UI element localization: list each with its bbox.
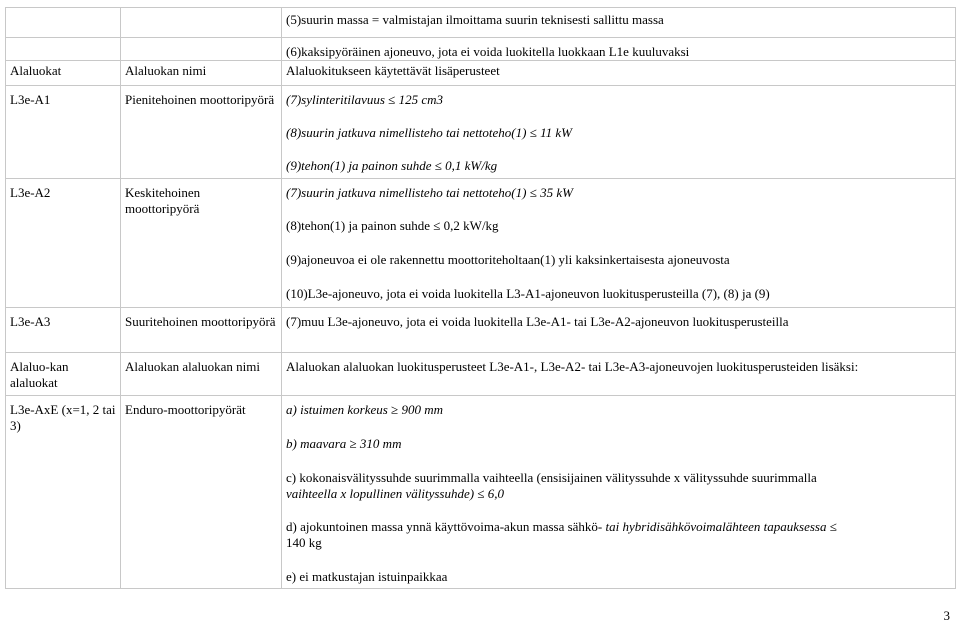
- axe-criterion-c: [286, 470, 951, 502]
- code-sub-subcategories: Alaluo-kan alaluokat: [6, 353, 121, 396]
- axe-criterion-d-prefix: d) ajokuntoinen massa ynnä käyttövoima-akun massa sähkö-: [286, 519, 603, 534]
- axe-criterion-a: a) istuimen korkeus ≥ 900 mm: [286, 402, 443, 417]
- row-l3e-a3: [6, 308, 956, 353]
- a2-criterion-9: (9)ajoneuvoa ei ole rakennettu moottoriteholtaan(1) yli kaksinkertaisesta ajoneuvosta: [286, 252, 730, 267]
- code-l3e-a1: L3e-A1: [6, 86, 121, 179]
- classification-table: [5, 7, 956, 589]
- a2-criterion-8: (8)tehon(1) ja painon suhde ≤ 0,2 kW/kg: [286, 218, 499, 233]
- row-l3e-axe: [6, 396, 956, 589]
- axe-criterion-c-line1: c) kokonaisvälityssuhde suurimmalla vaihteella (ensisijainen välityssuhde x välityssuhde suurimmalla: [286, 470, 817, 485]
- criteria-l3e-a1: [282, 86, 956, 179]
- a1-criterion-8: (8)suurin jatkuva nimellisteho tai nettoteho(1) ≤ 11 kW: [286, 125, 572, 140]
- axe-criterion-e: e) ei matkustajan istuinpaikkaa: [286, 569, 448, 584]
- row-l3e-a1: [6, 86, 956, 179]
- page-number: 3: [943, 608, 950, 623]
- header-subcategory-name: Alaluokan nimi: [121, 61, 282, 86]
- criteria-l3e-axe: [282, 396, 956, 589]
- name-sub-subcategories: Alaluokan alaluokan nimi: [121, 353, 282, 396]
- name-l3e-a1: Pienitehoinen moottoripyörä: [121, 86, 282, 179]
- code-l3e-axe: L3e-AxE (x=1, 2 tai 3): [6, 396, 121, 589]
- axe-criterion-c-line2: vaihteella x lopullinen välityssuhde) ≤ 6,0: [286, 486, 504, 501]
- row-l3e-a2: [6, 179, 956, 308]
- footnote-row-6: [6, 38, 956, 61]
- axe-criterion-d: [286, 519, 951, 551]
- a2-criterion-10: (10)L3e-ajoneuvo, jota ei voida luokitella L3-A1-ajoneuvon luokitusperusteilla (7), (8) ja (9): [286, 286, 770, 301]
- code-l3e-a3: L3e-A3: [6, 308, 121, 353]
- name-l3e-a2: Keskitehoinen moottoripyörä: [121, 179, 282, 308]
- name-l3e-axe: Enduro-moottoripyörät: [121, 396, 282, 589]
- footnote-6: (6)kaksipyöräinen ajoneuvo, jota ei voida luokitella luokkaan L1e kuuluvaksi: [282, 38, 956, 61]
- criteria-l3e-a2: [282, 179, 956, 308]
- header-subcategory: Alaluokat: [6, 61, 121, 86]
- axe-criterion-d-italic: tai hybridisähkövoimalähteen tapauksessa ≤: [605, 519, 837, 534]
- axe-criterion-d-suffix: 140 kg: [286, 535, 322, 550]
- header-row: [6, 61, 956, 86]
- criteria-sub-subcategories: Alaluokan alaluokan luokitusperusteet L3e-A1-, L3e-A2- tai L3e-A3-ajoneuvojen luokitusperusteiden lisäksi:: [282, 353, 956, 396]
- header-criteria: Alaluokitukseen käytettävät lisäperusteet: [282, 61, 956, 86]
- a1-criterion-9: (9)tehon(1) ja painon suhde ≤ 0,1 kW/kg: [286, 158, 498, 173]
- a1-criterion-7: (7)sylinteritilavuus ≤ 125 cm3: [286, 92, 443, 107]
- footnote-row-5: [6, 8, 956, 38]
- name-l3e-a3: Suuritehoinen moottoripyörä: [121, 308, 282, 353]
- a2-criterion-7: (7)suurin jatkuva nimellisteho tai nettoteho(1) ≤ 35 kW: [286, 185, 573, 200]
- criteria-l3e-a3: (7)muu L3e-ajoneuvo, jota ei voida luokitella L3e-A1- tai L3e-A2-ajoneuvon luokitusperusteilla: [282, 308, 956, 353]
- axe-criterion-b: b) maavara ≥ 310 mm: [286, 436, 402, 451]
- footnote-5: (5)suurin massa = valmistajan ilmoittama suurin teknisesti sallittu massa: [282, 8, 956, 38]
- row-sub-subcategories: [6, 353, 956, 396]
- code-l3e-a2: L3e-A2: [6, 179, 121, 308]
